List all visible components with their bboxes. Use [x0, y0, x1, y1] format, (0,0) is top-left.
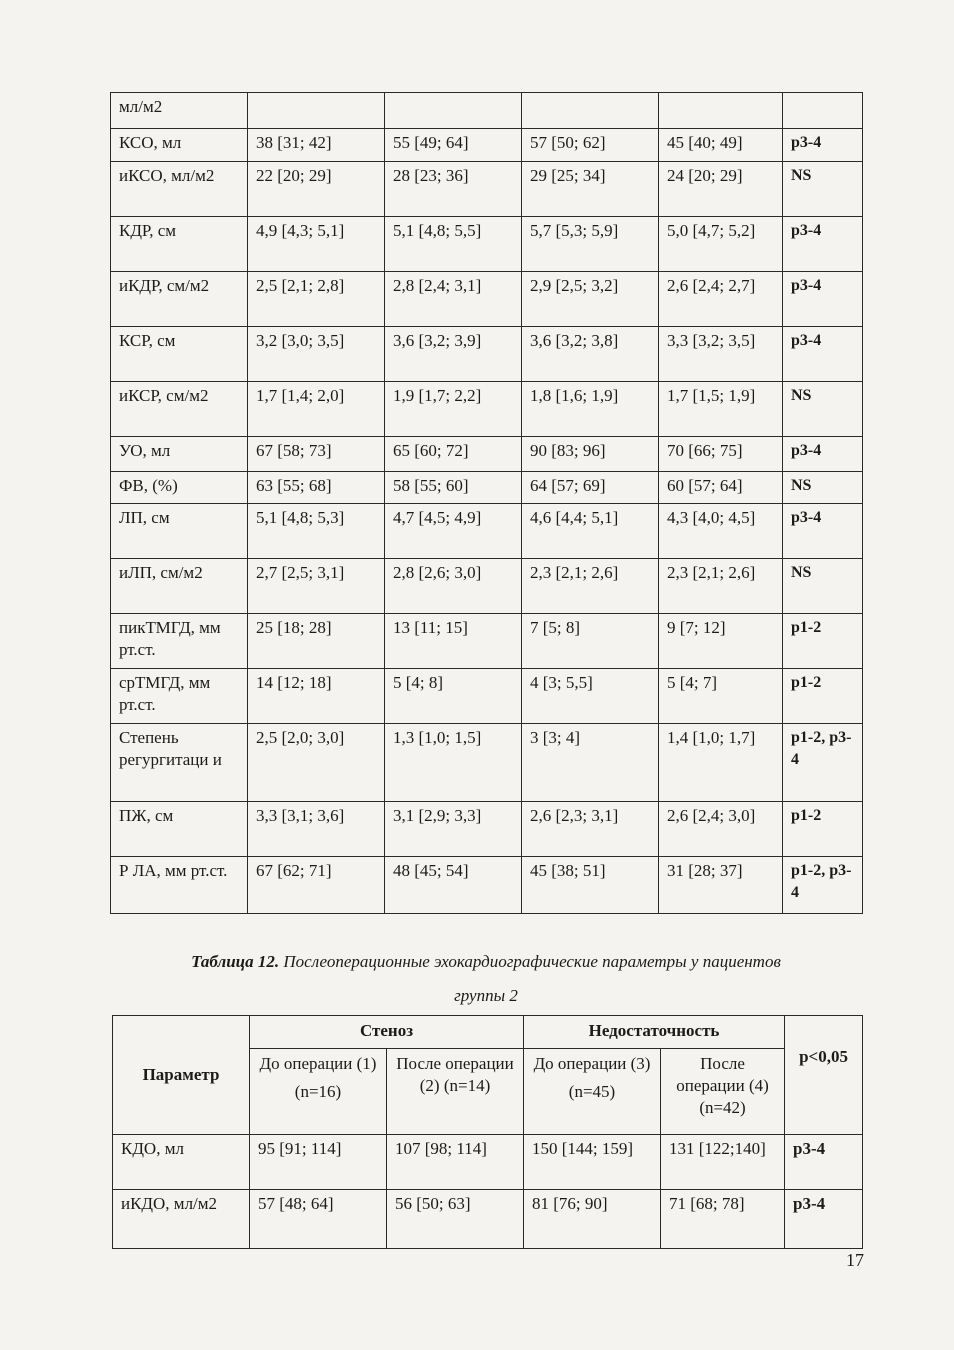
value-cell: 25 [18; 28] — [248, 614, 385, 669]
header-before-op-1 — [250, 1049, 387, 1135]
table-row — [111, 472, 863, 504]
table-12 — [112, 1015, 863, 1249]
value-cell: 5 [4; 8] — [385, 669, 522, 724]
value-cell: 28 [23; 36] — [385, 162, 522, 217]
pvalue-cell: NS — [783, 472, 863, 504]
page-number: 17 — [846, 1250, 864, 1270]
value-cell: 2,3 [2,1; 2,6] — [659, 559, 783, 614]
value-cell: 3,2 [3,0; 3,5] — [248, 327, 385, 382]
value-cell: 5 [4; 7] — [659, 669, 783, 724]
param-cell: ПЖ, см — [111, 802, 248, 857]
table-12-caption-line2: группы 2 — [454, 986, 518, 1005]
value-cell: 45 [38; 51] — [522, 857, 659, 914]
value-cell: 4,9 [4,3; 5,1] — [248, 217, 385, 272]
value-cell: 2,3 [2,1; 2,6] — [522, 559, 659, 614]
value-cell: 22 [20; 29] — [248, 162, 385, 217]
param-cell: Степень регургитаци и — [111, 724, 248, 802]
header-pvalue: р<0,05 — [785, 1016, 863, 1135]
pvalue-cell: р3-4 — [783, 437, 863, 472]
value-cell: 38 [31; 42] — [248, 129, 385, 162]
value-cell — [248, 93, 385, 129]
table-row — [111, 93, 863, 129]
pvalue-cell — [783, 93, 863, 129]
pvalue-cell: p1-2, p3-4 — [783, 857, 863, 914]
value-cell: 67 [58; 73] — [248, 437, 385, 472]
value-cell: 3,3 [3,2; 3,5] — [659, 327, 783, 382]
value-cell: 3,3 [3,1; 3,6] — [248, 802, 385, 857]
param-cell: мл/м2 — [111, 93, 248, 129]
value-cell: 63 [55; 68] — [248, 472, 385, 504]
table-row — [111, 217, 863, 272]
param-cell: Р ЛА, мм рт.ст. — [111, 857, 248, 914]
table-row — [111, 669, 863, 724]
header-after-op-4: После операции (4) (n=42) — [661, 1049, 785, 1135]
header-group-stenosis: Стеноз — [250, 1016, 524, 1049]
value-cell: 3 [3; 4] — [522, 724, 659, 802]
value-cell: 1,7 [1,5; 1,9] — [659, 382, 783, 437]
header-before-op-1-n: (n=16) — [294, 1082, 342, 1101]
value-cell: 2,7 [2,5; 3,1] — [248, 559, 385, 614]
value-cell: 4,3 [4,0; 4,5] — [659, 504, 783, 559]
param-cell: иКСР, см/м2 — [111, 382, 248, 437]
param-cell: УО, мл — [111, 437, 248, 472]
value-cell: 2,6 [2,4; 3,0] — [659, 802, 783, 857]
pvalue-cell: p1-2 — [783, 669, 863, 724]
value-cell: 13 [11; 15] — [385, 614, 522, 669]
value-cell: 1,9 [1,7; 2,2] — [385, 382, 522, 437]
value-cell: 3,1 [2,9; 3,3] — [385, 802, 522, 857]
value-cell: 2,5 [2,0; 3,0] — [248, 724, 385, 802]
pvalue-cell: р3-4 — [783, 504, 863, 559]
table-row — [111, 857, 863, 914]
value-cell: 81 [76; 90] — [524, 1190, 661, 1249]
value-cell: 48 [45; 54] — [385, 857, 522, 914]
table-row — [111, 437, 863, 472]
value-cell: 60 [57; 64] — [659, 472, 783, 504]
pvalue-cell: р3-4 — [785, 1135, 863, 1190]
table-row — [111, 129, 863, 162]
param-cell: КДР, см — [111, 217, 248, 272]
table-row — [111, 802, 863, 857]
table-row — [111, 272, 863, 327]
value-cell: 3,6 [3,2; 3,9] — [385, 327, 522, 382]
value-cell: 58 [55; 60] — [385, 472, 522, 504]
pvalue-cell: р3-4 — [783, 327, 863, 382]
param-cell: ЛП, см — [111, 504, 248, 559]
value-cell: 95 [91; 114] — [250, 1135, 387, 1190]
table-row — [111, 559, 863, 614]
param-cell: иЛП, см/м2 — [111, 559, 248, 614]
param-cell: иКСО, мл/м2 — [111, 162, 248, 217]
table-row — [111, 327, 863, 382]
pvalue-cell: р3-4 — [783, 217, 863, 272]
table-row — [111, 614, 863, 669]
header-param: Параметр — [113, 1016, 250, 1135]
pvalue-cell: NS — [783, 382, 863, 437]
value-cell: 4,7 [4,5; 4,9] — [385, 504, 522, 559]
value-cell: 24 [20; 29] — [659, 162, 783, 217]
pvalue-cell: р3-4 — [783, 272, 863, 327]
table-row — [111, 382, 863, 437]
param-cell: КДО, мл — [113, 1135, 250, 1190]
pvalue-cell: NS — [783, 559, 863, 614]
value-cell: 107 [98; 114] — [387, 1135, 524, 1190]
value-cell: 64 [57; 69] — [522, 472, 659, 504]
caption-label: Таблица 12. — [191, 952, 280, 971]
value-cell: 14 [12; 18] — [248, 669, 385, 724]
table-row — [111, 724, 863, 802]
value-cell: 2,6 [2,3; 3,1] — [522, 802, 659, 857]
value-cell: 56 [50; 63] — [387, 1190, 524, 1249]
table-row — [111, 504, 863, 559]
pvalue-cell: р3-4 — [785, 1190, 863, 1249]
pvalue-cell: NS — [783, 162, 863, 217]
table-row — [111, 162, 863, 217]
value-cell: 1,3 [1,0; 1,5] — [385, 724, 522, 802]
value-cell: 2,6 [2,4; 2,7] — [659, 272, 783, 327]
value-cell — [522, 93, 659, 129]
value-cell: 1,8 [1,6; 1,9] — [522, 382, 659, 437]
header-before-op-3-n: (n=45) — [568, 1082, 616, 1101]
param-cell: КСО, мл — [111, 129, 248, 162]
value-cell: 2,8 [2,4; 3,1] — [385, 272, 522, 327]
value-cell: 67 [62; 71] — [248, 857, 385, 914]
value-cell: 45 [40; 49] — [659, 129, 783, 162]
value-cell: 29 [25; 34] — [522, 162, 659, 217]
param-cell: иКДР, см/м2 — [111, 272, 248, 327]
table-11-continuation — [110, 92, 863, 914]
value-cell: 9 [7; 12] — [659, 614, 783, 669]
value-cell: 5,0 [4,7; 5,2] — [659, 217, 783, 272]
table-1-body — [111, 93, 863, 914]
value-cell: 150 [144; 159] — [524, 1135, 661, 1190]
header-after-op-2: После операции (2) (n=14) — [387, 1049, 524, 1135]
table-12-caption — [110, 951, 862, 973]
pvalue-cell: p1-2 — [783, 802, 863, 857]
value-cell: 3,6 [3,2; 3,8] — [522, 327, 659, 382]
value-cell: 2,5 [2,1; 2,8] — [248, 272, 385, 327]
value-cell: 57 [48; 64] — [250, 1190, 387, 1249]
value-cell: 70 [66; 75] — [659, 437, 783, 472]
header-group-insufficiency: Недостаточность — [524, 1016, 785, 1049]
value-cell: 90 [83; 96] — [522, 437, 659, 472]
param-cell: иКДО, мл/м2 — [113, 1190, 250, 1249]
header-before-op-1-label: До операции (1) — [259, 1054, 377, 1073]
caption-text: Послеоперационные эхокардиографические параметры у пациентов — [283, 952, 781, 971]
param-cell: срТМГД, мм рт.ст. — [111, 669, 248, 724]
value-cell — [659, 93, 783, 129]
pvalue-cell: p1-2 — [783, 614, 863, 669]
value-cell: 4 [3; 5,5] — [522, 669, 659, 724]
value-cell: 65 [60; 72] — [385, 437, 522, 472]
value-cell: 55 [49; 64] — [385, 129, 522, 162]
table-row — [113, 1190, 863, 1249]
value-cell: 5,1 [4,8; 5,3] — [248, 504, 385, 559]
value-cell: 2,9 [2,5; 3,2] — [522, 272, 659, 327]
value-cell: 1,7 [1,4; 2,0] — [248, 382, 385, 437]
table-2-body — [113, 1135, 863, 1249]
value-cell — [385, 93, 522, 129]
value-cell: 31 [28; 37] — [659, 857, 783, 914]
header-before-op-3-label: До операции (3) — [533, 1054, 651, 1073]
value-cell: 5,1 [4,8; 5,5] — [385, 217, 522, 272]
value-cell: 1,4 [1,0; 1,7] — [659, 724, 783, 802]
param-cell: пикТМГД, мм рт.ст. — [111, 614, 248, 669]
value-cell: 2,8 [2,6; 3,0] — [385, 559, 522, 614]
pvalue-cell: р3-4 — [783, 129, 863, 162]
value-cell: 7 [5; 8] — [522, 614, 659, 669]
value-cell: 71 [68; 78] — [661, 1190, 785, 1249]
value-cell: 131 [122;140] — [661, 1135, 785, 1190]
pvalue-cell: p1-2, p3-4 — [783, 724, 863, 802]
value-cell: 5,7 [5,3; 5,9] — [522, 217, 659, 272]
header-before-op-3 — [524, 1049, 661, 1135]
param-cell: ФВ, (%) — [111, 472, 248, 504]
value-cell: 4,6 [4,4; 5,1] — [522, 504, 659, 559]
param-cell: КСР, см — [111, 327, 248, 382]
value-cell: 57 [50; 62] — [522, 129, 659, 162]
table-row — [113, 1135, 863, 1190]
